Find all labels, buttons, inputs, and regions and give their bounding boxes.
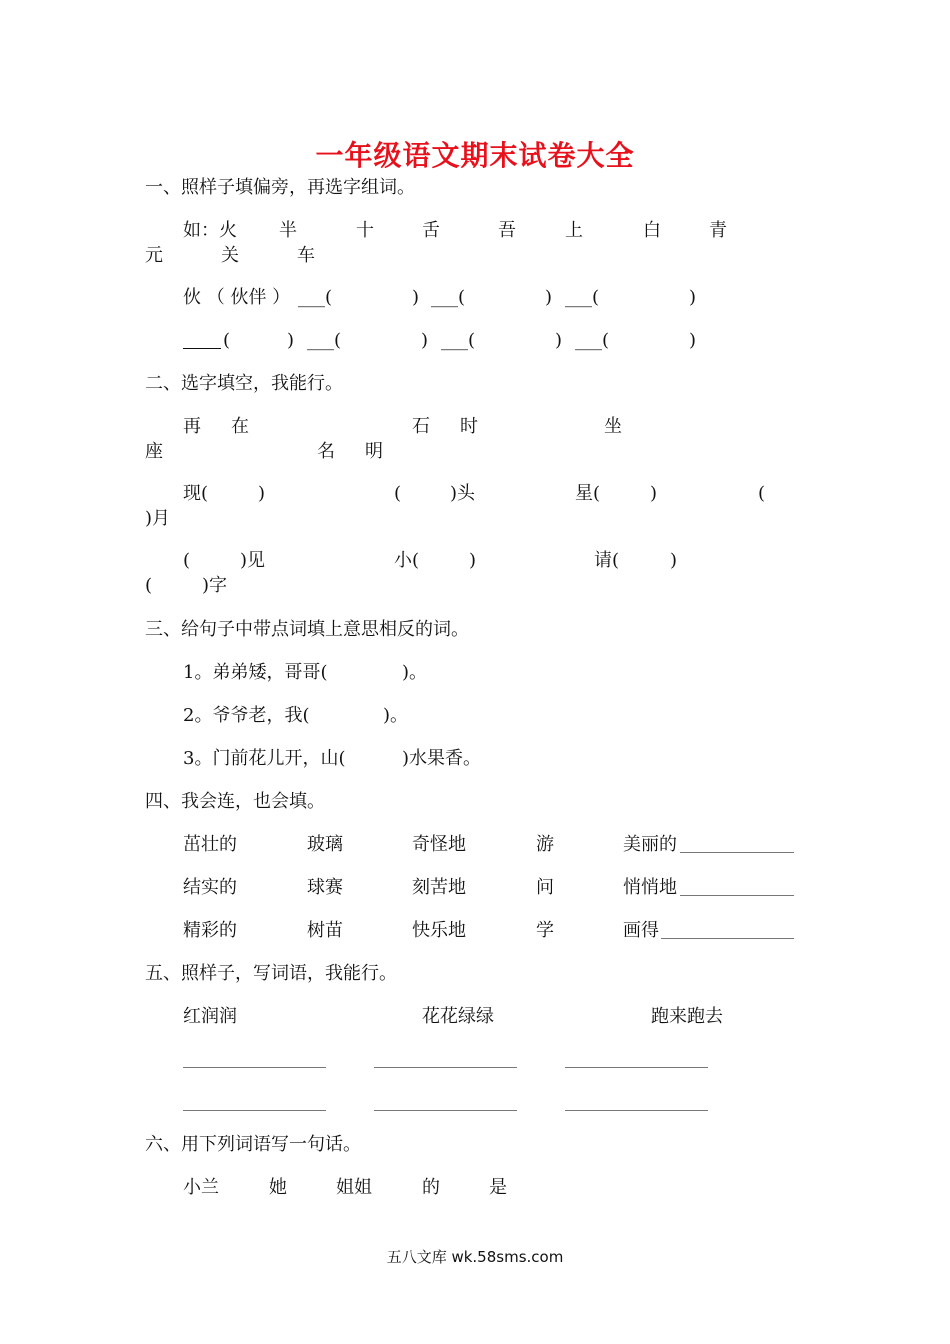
sentence-2: 2。爷爷老，我(: [183, 705, 310, 726]
sentence-1: 1。弟弟矮，哥哥(: [183, 662, 328, 683]
char: 十: [356, 220, 374, 241]
match-word: 结实的: [183, 877, 237, 898]
match-word: 球赛: [307, 877, 343, 898]
sentence-1-end: )。: [402, 662, 428, 683]
blank-close: )月: [145, 508, 171, 529]
char: 上: [565, 220, 583, 241]
blank-close: ): [412, 287, 420, 308]
answer-line: [565, 1110, 708, 1111]
match-word: 画得: [623, 920, 659, 941]
blank-close: ): [421, 330, 429, 351]
example-word: 红润润: [183, 1006, 237, 1027]
blank-close: ): [689, 330, 697, 351]
example-prefix: 如：火: [183, 220, 237, 241]
sentence-word: 的: [422, 1177, 440, 1198]
answer-line: [183, 1067, 326, 1068]
char: 时: [460, 416, 478, 437]
sentence-word: 是: [489, 1177, 507, 1198]
blank-close: ): [545, 287, 553, 308]
blank-close: )字: [202, 575, 228, 596]
answer-line: [374, 1110, 517, 1111]
sentence-word: 小兰: [183, 1177, 219, 1198]
blank-close: ): [650, 483, 658, 504]
match-word: 刻苦地: [412, 877, 466, 898]
page-title: 一年级语文期末试卷大全: [315, 139, 635, 172]
section-6-heading: 六、用下列词语写一句话。: [145, 1134, 361, 1155]
blank-close: ): [287, 330, 295, 351]
match-word: 游: [536, 834, 554, 855]
char: 舌: [422, 220, 440, 241]
blank-close: )头: [450, 483, 476, 504]
match-word: 快乐地: [412, 920, 466, 941]
match-word: 树苗: [307, 920, 343, 941]
footer-watermark: 五八文库 wk.58sms.com: [386, 1248, 564, 1266]
char: 元: [145, 245, 163, 266]
match-word: 问: [536, 877, 554, 898]
blank-open: 请(: [594, 550, 620, 571]
blank-open: (: [145, 575, 153, 596]
char: 车: [297, 245, 315, 266]
match-word: 奇怪地: [412, 834, 466, 855]
char: 坐: [604, 416, 622, 437]
blank-open: ___(: [575, 330, 610, 351]
char: 石: [412, 416, 430, 437]
blank-open: ___(: [431, 287, 466, 308]
blank-open: ___(: [441, 330, 476, 351]
sentence-word: 姐姐: [336, 1177, 372, 1198]
blank-close: ): [555, 330, 563, 351]
answer-line: [661, 938, 794, 939]
answer-line: [374, 1067, 517, 1068]
match-word: 悄悄地: [623, 877, 677, 898]
char: 座: [145, 441, 163, 462]
answer-line: [680, 895, 794, 896]
blank-open: 星(: [575, 483, 601, 504]
char: 吾: [498, 220, 516, 241]
section-1-heading: 一、照样子填偏旁，再选字组词。: [145, 177, 415, 198]
section-4-heading: 四、我会连，也会填。: [145, 791, 325, 812]
section-2-heading: 二、选字填空，我能行。: [145, 373, 343, 394]
match-word: 精彩的: [183, 920, 237, 941]
char: 名: [317, 441, 335, 462]
answer-line: [183, 1110, 326, 1111]
blank-open: (: [758, 483, 766, 504]
sentence-3: 3。门前花儿开，山(: [183, 748, 346, 769]
match-word: 美丽的: [623, 834, 677, 855]
match-word: 茁壮的: [183, 834, 237, 855]
char: 在: [231, 416, 249, 437]
answer-line: [183, 348, 221, 349]
answer-line: [680, 852, 794, 853]
blank-open: 现(: [183, 483, 209, 504]
char: 半: [279, 220, 297, 241]
match-word: 玻璃: [307, 834, 343, 855]
blank-open: ___(: [298, 287, 333, 308]
sentence-3-end: )水果香。: [402, 748, 482, 769]
example-word: 跑来跑去: [651, 1006, 723, 1027]
blank-close: )见: [240, 550, 266, 571]
blank-open: 小(: [394, 550, 420, 571]
section-3-heading: 三、给句子中带点词填上意思相反的词。: [145, 619, 469, 640]
char: 白: [643, 220, 661, 241]
blank-close: ): [689, 287, 697, 308]
blank-close: ): [670, 550, 678, 571]
blank-open: (: [183, 550, 191, 571]
char: 青: [709, 220, 727, 241]
blank-open: (: [223, 330, 231, 351]
blank-close: ): [469, 550, 477, 571]
sentence-2-end: )。: [383, 705, 409, 726]
char: 明: [365, 441, 383, 462]
answer-line: [565, 1067, 708, 1068]
blank-open: ___(: [565, 287, 600, 308]
example-answer: 伙 （ 伙伴 ）: [183, 287, 291, 308]
char: 再: [183, 416, 201, 437]
match-word: 学: [536, 920, 554, 941]
blank-open: (: [394, 483, 402, 504]
blank-open: ___(: [307, 330, 342, 351]
example-word: 花花绿绿: [422, 1006, 494, 1027]
blank-close: ): [258, 483, 266, 504]
sentence-word: 她: [269, 1177, 287, 1198]
char: 关: [221, 245, 239, 266]
section-5-heading: 五、照样子，写词语，我能行。: [145, 963, 397, 984]
